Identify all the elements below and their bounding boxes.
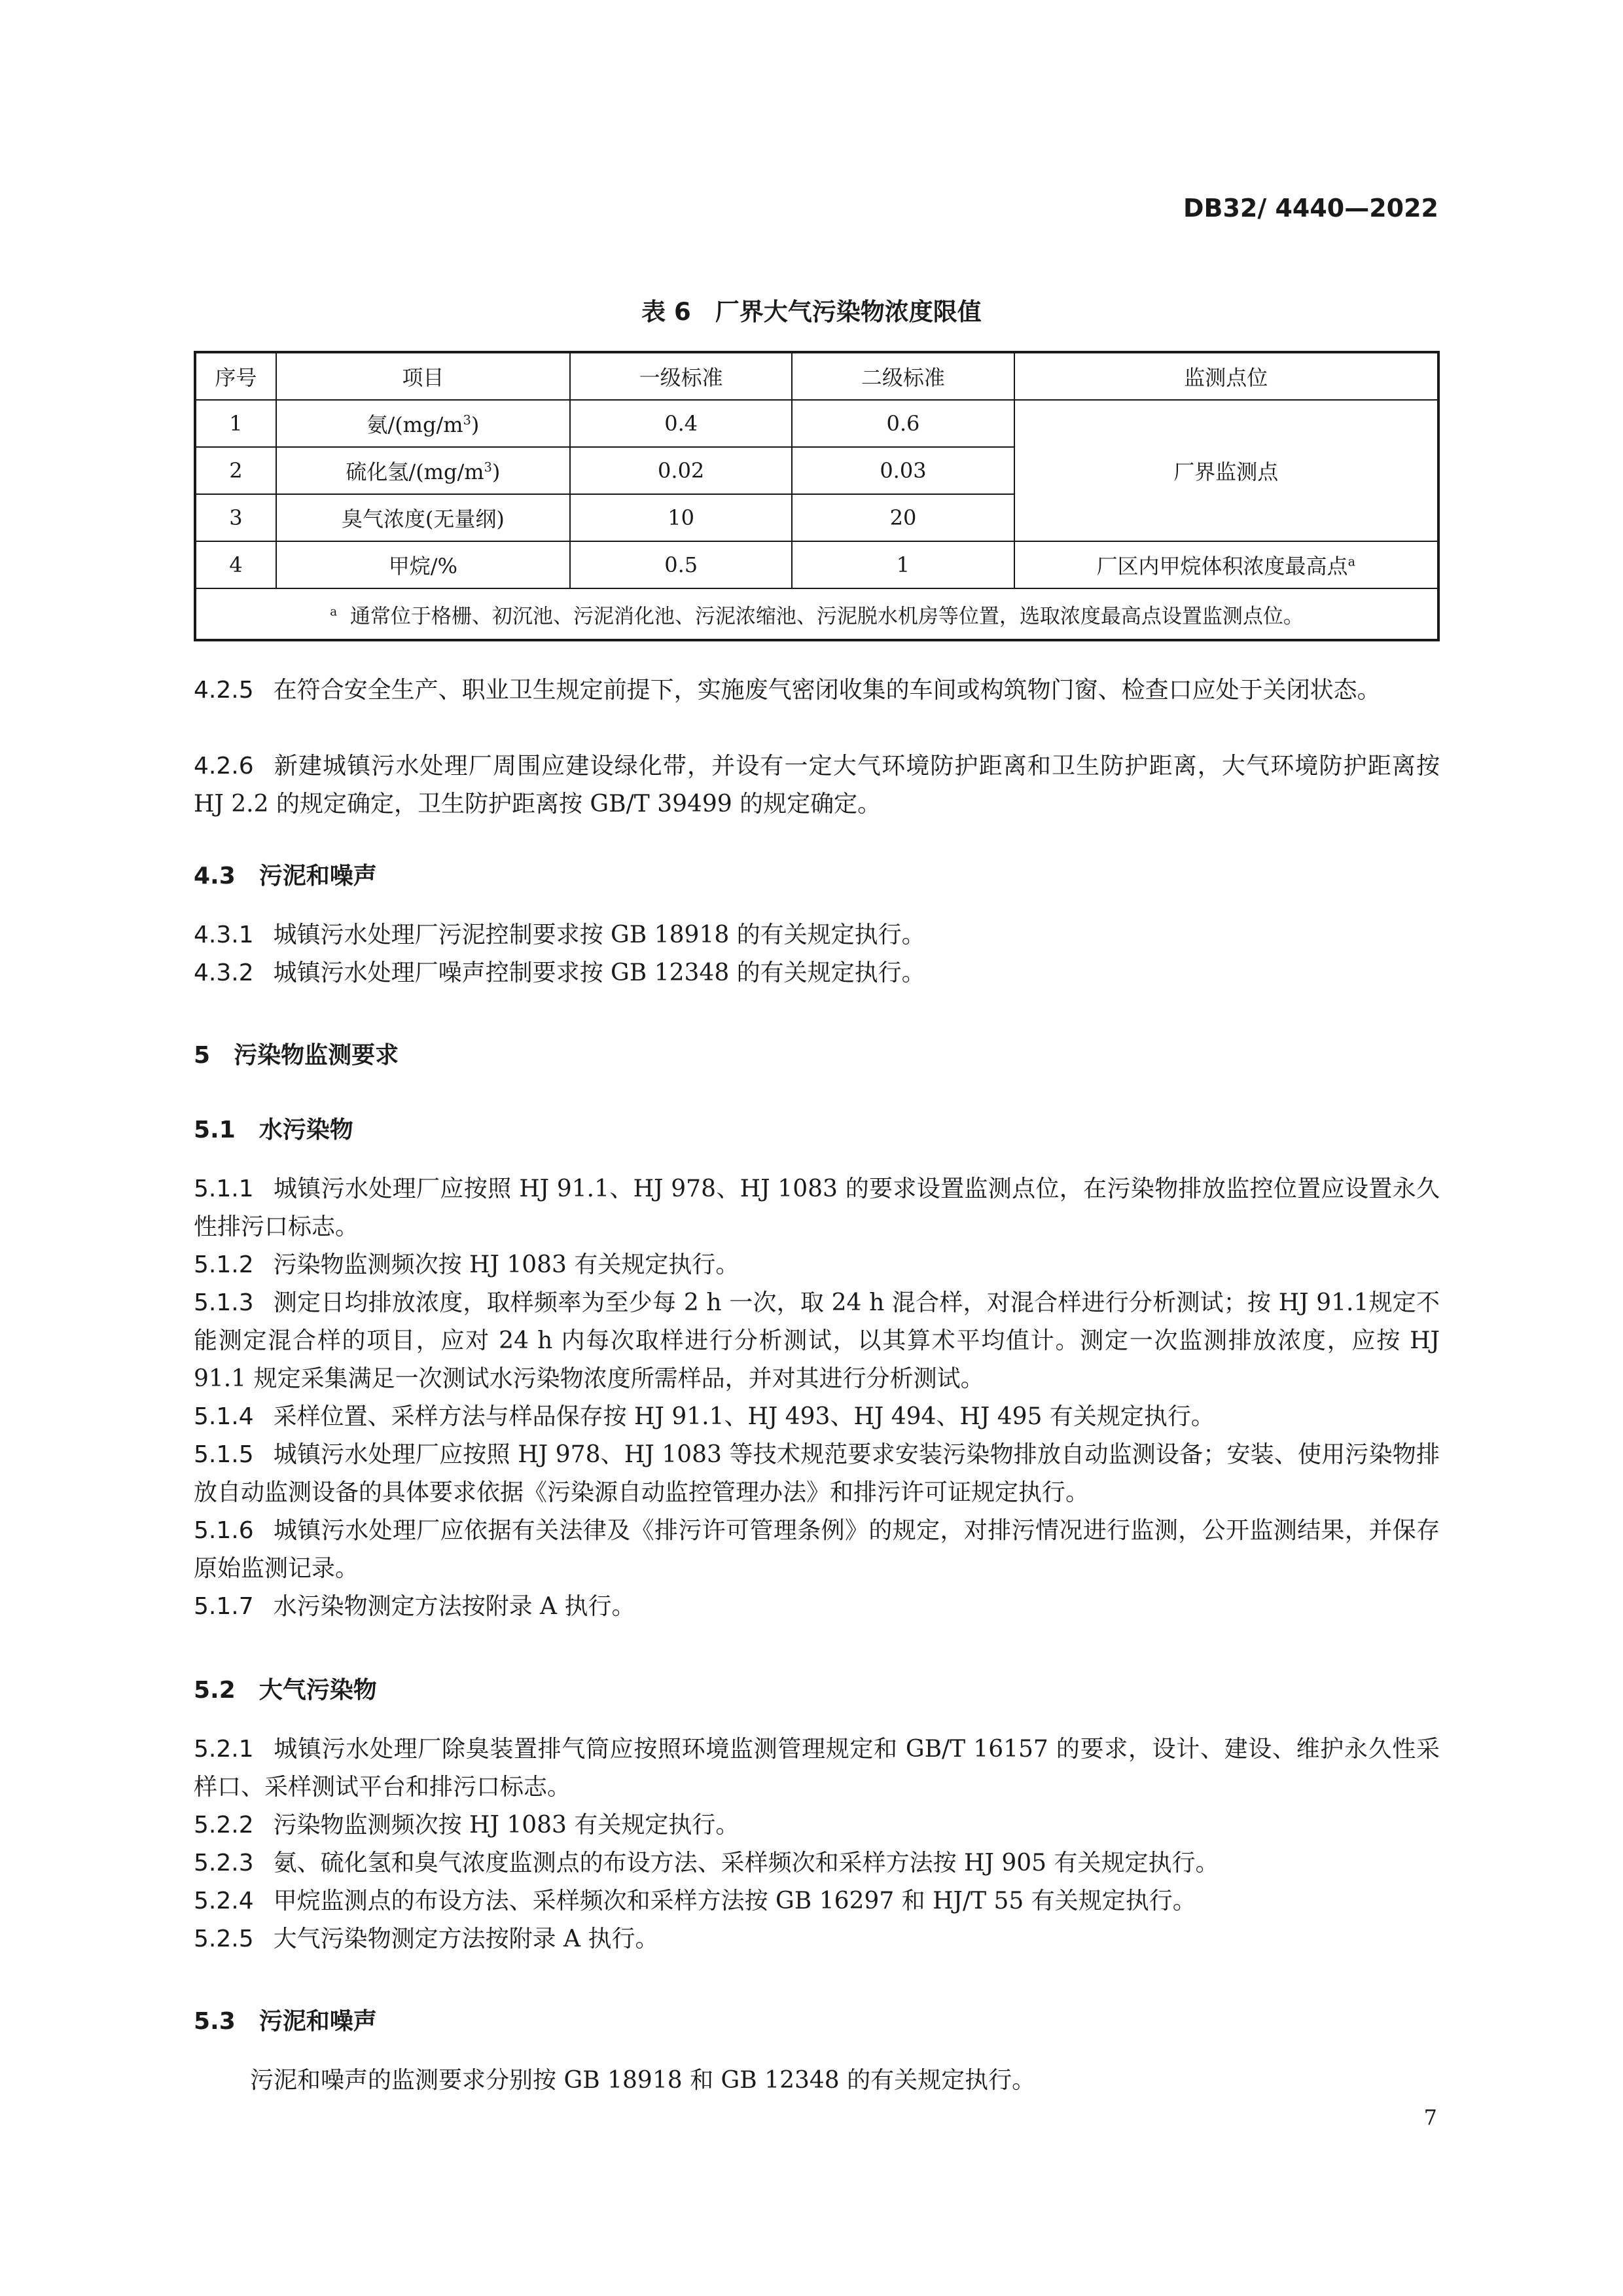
footnote-mark: a [330, 605, 338, 619]
table-title: 表 6 厂界大气污染物浓度限值 [641, 298, 982, 326]
cell-item: 甲烷/% [276, 541, 570, 588]
clause-5-2-3: 5.2.3 氨、硫化氢和臭气浓度监测点的布设方法、采样频次和采样方法按 HJ 905 有关规定执行。 [194, 1850, 1219, 1876]
clause-5-2-4: 5.2.4 甲烷监测点的布设方法、采样频次和采样方法按 GB 16297 和 HJ/T 55 有关规定执行。 [194, 1888, 1196, 1914]
cell-no: 1 [195, 400, 276, 447]
clause-4-3-1: 4.3.1 城镇污水处理厂污泥控制要求按 GB 18918 的有关规定执行。 [194, 922, 925, 948]
table-row [195, 541, 1438, 588]
clause-5-1-5: 5.1.5 城镇污水处理厂应按照 HJ 978、HJ 1083 等技术规范要求安装污染物排放自动监测设备；安装、使用污染物排放自动监测设备的具体要求依据《污染源自动监控管理办法》和排污许可证规定执行。 [194, 1441, 1440, 1506]
clause-5-3-text: 污泥和噪声的监测要求分别按 GB 18918 和 GB 12348 的有关规定执行。 [250, 2067, 1036, 2094]
clause-5-2-2: 5.2.2 污染物监测频次按 HJ 1083 有关规定执行。 [194, 1812, 740, 1839]
clause-5-2-5: 5.2.5 大气污染物测定方法按附录 A 执行。 [194, 1926, 659, 1952]
cell-grade2: 1 [792, 541, 1014, 588]
table-footnote: $^a$ 通常位于格栅、初沉池、污泥消化池、污泥浓缩池、污泥脱水机房等位置，选取浓度最高点设置监测点位。 [195, 588, 1438, 640]
clause-4-2-5: 4.2.5 在符合安全生产、职业卫生规定前提下，实施废气密闭收集的车间或构筑物门窗、检查口应处于关闭状态。 [194, 677, 1381, 704]
cell-grade1: 10 [570, 494, 792, 541]
cell-item: 氨$/(mg/m^3)$ [276, 400, 570, 447]
clause-5-2-1: 5.2.1 城镇污水处理厂除臭装置排气筒应按照环境监测管理规定和 GB/T 16157 的要求，设计、建设、维护永久性采样口、采样测试平台和排污口标志。 [194, 1736, 1440, 1801]
cell-grade1: 0.4 [570, 400, 792, 447]
clause-5-1-3: 5.1.3 测定日均排放浓度，取样频率为至少每 2 h 一次，取 24 h 混合样，对混合样进行分析测试；按 HJ 91.1规定不能测定混合样的项目，应对 24 h 内每次取样进行分析测试，以其算术平均值计。测定一次监测排放浓度，应按 HJ 91.1 规定采集满足一次测试水污染物浓度所需样品，并对其进行分析测试。 [194, 1289, 1440, 1392]
cell-grade1: 0.02 [570, 447, 792, 494]
cell-grade1: 0.5 [570, 541, 792, 588]
limits-table [194, 351, 1440, 641]
clause-4-2-6: 4.2.6 新建城镇污水处理厂周围应建设绿化带，并设有一定大气环境防护距离和卫生防护距离，大气环境防护距离按 HJ 2.2 的规定确定，卫生防护距离按 GB/T 39499 的规定确定。 [194, 753, 1440, 817]
heading-5-1: 5.1 水污染物 [194, 1117, 353, 1143]
cell-no: 3 [195, 494, 276, 541]
standard-number: DB32/ 4440—2022 [1183, 194, 1438, 223]
header-no: 序号 [195, 352, 276, 400]
table-header-row [195, 352, 1438, 400]
header-grade2: 二级标准 [792, 352, 1014, 400]
cell-grade2: 20 [792, 494, 1014, 541]
table-row [195, 400, 1438, 447]
cell-grade2: 0.6 [792, 400, 1014, 447]
header-item: 项目 [276, 352, 570, 400]
clause-5-1-6: 5.1.6 城镇污水处理厂应依据有关法律及《排污许可管理条例》的规定，对排污情况进行监测，公开监测结果，并保存原始监测记录。 [194, 1517, 1440, 1582]
cell-no: 2 [195, 447, 276, 494]
cell-item: 臭气浓度(无量纲) [276, 494, 570, 541]
cell-location-boundary: 厂界监测点 [1014, 400, 1438, 541]
heading-5-2: 5.2 大气污染物 [194, 1677, 377, 1704]
heading-5: 5 污染物监测要求 [194, 1042, 399, 1069]
clause-5-1-2: 5.1.2 污染物监测频次按 HJ 1083 有关规定执行。 [194, 1251, 740, 1278]
cell-item: 硫化氢$/(mg/m^3)$ [276, 447, 570, 494]
heading-5-3: 5.3 污泥和噪声 [194, 2008, 377, 2035]
clause-4-3-2: 4.3.2 城镇污水处理厂噪声控制要求按 GB 12348 的有关规定执行。 [194, 960, 925, 986]
header-location: 监测点位 [1014, 352, 1438, 400]
clause-5-1-7: 5.1.7 水污染物测定方法按附录 A 执行。 [194, 1593, 635, 1620]
table-note-row [195, 588, 1438, 640]
cell-no: 4 [195, 541, 276, 588]
cell-grade2: 0.03 [792, 447, 1014, 494]
clause-5-1-4: 5.1.4 采样位置、采样方法与样品保存按 HJ 91.1、HJ 493、HJ 494、HJ 495 有关规定执行。 [194, 1403, 1215, 1430]
page-number: 7 [1423, 2105, 1437, 2130]
heading-4-3: 4.3 污泥和噪声 [194, 863, 377, 889]
header-grade1: 一级标准 [570, 352, 792, 400]
cell-location-methane: 厂区内甲烷体积浓度最高点$^a$ [1014, 541, 1438, 588]
clause-5-1-1: 5.1.1 城镇污水处理厂应按照 HJ 91.1、HJ 978、HJ 1083 的要求设置监测点位，在污染物排放监控位置应设置永久性排污口标志。 [194, 1175, 1440, 1240]
